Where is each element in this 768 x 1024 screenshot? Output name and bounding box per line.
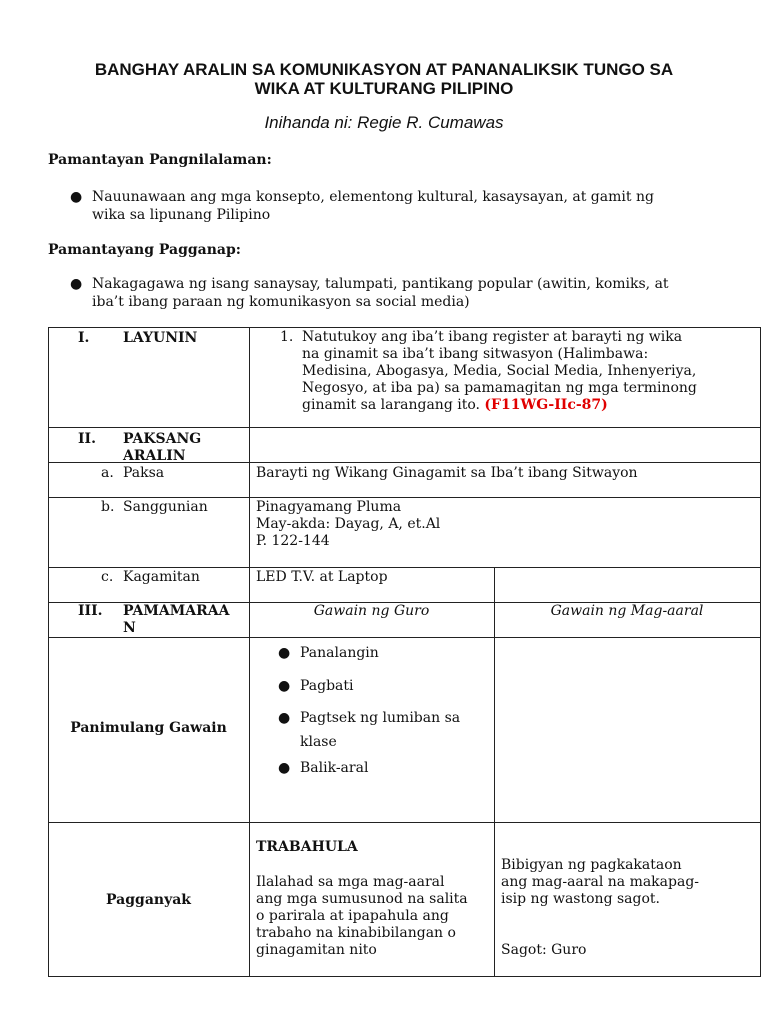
kagamitan-label: Kagamitan [123, 569, 200, 585]
pamamaraan-label: PAMAMARAA N [123, 603, 230, 636]
bullet-icon: ● [278, 678, 291, 694]
bullet-icon: ● [278, 760, 291, 776]
pagganyak-label: Pagganyak [106, 892, 191, 908]
teacher-activity-header: Gawain ng Guro [313, 603, 430, 619]
content-standard-heading: Pamantayan Pangnilalaman: [48, 152, 272, 168]
bullet-icon: ● [70, 276, 83, 292]
panimulang-gawain-label: Panimulang Gawain [70, 720, 227, 736]
student-activity-text: Bibigyan ng pagkakataon ang mag-aaral na makapag- isip ng wastong sagot. [501, 857, 700, 907]
column-divider [249, 327, 250, 977]
bullet-icon: ● [278, 710, 291, 726]
list-item-continuation: klase [300, 734, 337, 750]
sanggunian-value: Pinagyamang Pluma May-akda: Dayag, A, et.Al P. 122-144 [256, 499, 441, 549]
kagamitan-value: LED T.V. at Laptop [256, 569, 388, 585]
objective-text: Natutukoy ang iba’t ibang register at barayti ng wika na ginamit sa iba’t ibang sitwasyon (Halimbawa: Medisina, Abogasya, Media, Social Media, Inhenyeriya, Negosyo, at iba pa) sa pamamagitan ng mga terminong ginamit sa larangang ito. (F11WG-IIc-87) [302, 329, 697, 413]
column-divider [494, 567, 495, 977]
bullet-icon: ● [278, 645, 291, 661]
row-divider [48, 637, 761, 638]
competency-code: (F11WG-IIc-87) [484, 397, 608, 413]
paksa-letter: a. [101, 465, 114, 481]
layunin-label: LAYUNIN [123, 330, 198, 346]
prepared-by: Inihanda ni: Regie R. Cumawas [264, 113, 504, 132]
sanggunian-letter: b. [101, 499, 115, 515]
paksang-aralin-number: II. [78, 431, 96, 447]
student-activity-header: Gawain ng Mag-aaral [550, 603, 704, 619]
paksa-label: Paksa [123, 465, 165, 481]
bullet-icon: ● [70, 189, 83, 205]
row-divider [48, 822, 761, 823]
row-divider [48, 497, 761, 498]
document-title: BANGHAY ARALIN SA KOMUNIKASYON AT PANANALIKSIK TUNGO SA WIKA AT KULTURANG PILIPINO [94, 60, 674, 98]
teacher-activity-text: Ilalahad sa mga mag-aaral ang mga sumusunod na salita o parirala at ipapahula ang trabaho na kinabibilangan o ginagamitan nito [256, 874, 468, 958]
row-divider [48, 427, 761, 428]
layunin-number: I. [78, 330, 90, 346]
table-border [760, 327, 761, 977]
lesson-plan-table: I. LAYUNIN 1. Natutukoy ang iba’t ibang register at barayti ng wika na ginamit sa iba’t ibang sitwasyon (Halimbawa: Medisina, Abogasya, Media, Social Media, Inhenyeriya, Negosyo, at iba pa) sa pamamagitan ng mga terminong ginamit sa larangang ito. (F11WG-IIc-87) II. PAKSANG ARALIN a. Paksa Barayti ng Wikang Ginagamit sa Iba’t ibang Sitwayon b. Sanggunian Pinagyamang Pluma May-akda: Dayag, A, et.Al P. 122-144 c. Kagamitan LED T.V. at Laptop III. PAMAMARAA N Gawain ng Guro Gawain ng Mag-aaral Panimulang Gawain ● Panalangin ● Pagbati ● Pagtsek ng lumiban sa klase ● Balik-aral Pagganyak TRABAHULA Ilalahad sa mga mag-aaral ang mga sumusunod na salita o parirala at ipapahula ang trabaho na kinabibilangan o ginagamitan nito Bibigyan ng pagkakataon ang mag-aaral na makapag- isip ng wastong sagot. Sagot: Guro [48, 327, 761, 977]
paksa-value: Barayti ng Wikang Ginagamit sa Iba’t ibang Sitwayon [256, 465, 638, 481]
activity-title: TRABAHULA [256, 839, 358, 855]
paksang-aralin-label: PAKSANG ARALIN [123, 431, 202, 464]
pamamaraan-number: III. [78, 603, 103, 619]
answer-text: Sagot: Guro [501, 942, 587, 958]
document-page: BANGHAY ARALIN SA KOMUNIKASYON AT PANANALIKSIK TUNGO SA WIKA AT KULTURANG PILIPINO Inihanda ni: Regie R. Cumawas Pamantayan Pangnilalaman: ● Nauunawaan ang mga konsepto, elementong kultural, kasaysayan, at gamit ng wika sa lipunang Pilipino Pamantayang Pagganap: ● Nakagagawa ng isang sanaysay, talumpati, pantikang popular (awitin, komiks, at iba’t ibang paraan ng komunikasyon sa social media) I. LAYUNIN 1. Natutukoy ang iba’t ibang register at barayti ng wika na ginamit sa iba’t ibang sitwasyon (Halimbawa: Medisina, Abogasya, Media, Social Media, Inhenyeriya, Negosyo, at iba pa) sa pamamagitan ng mga terminong ginamit sa larangang ito. (F11WG-IIc-87) II. PAKSANG ARALIN a. Paksa Barayti ng Wikang Ginagamit sa Iba’t ibang Sitwayon b. Sanggunian Pinagyamang Pluma May-akda: Dayag, A, et.Al P. 122-144 c. Kagamitan LED T.V. at Laptop III. PAMAMARAA N Gawain ng Guro Gawain ng Mag-aaral Panimulang Gawain ● Panalangin ● Pagbati ● Pagtsek ng lumiban sa klase ● Balik-aral Pagganyak TRABAHULA Ilalahad sa mga mag-aaral ang mga sumusunod na salita o parirala at ipapahula ang trabaho na kinabibilangan o ginagamitan nito Bibigyan ng pagkakataon ang mag-aaral na makapag- isip ng wastong sagot. Sagot: Guro [0, 0, 768, 1024]
sanggunian-label: Sanggunian [123, 499, 208, 515]
performance-standard-heading: Pamantayang Pagganap: [48, 242, 241, 258]
row-divider [48, 327, 761, 328]
row-divider [48, 567, 761, 568]
objective-number: 1. [280, 329, 294, 345]
row-divider [48, 976, 761, 977]
table-border [48, 327, 49, 977]
kagamitan-letter: c. [101, 569, 114, 585]
